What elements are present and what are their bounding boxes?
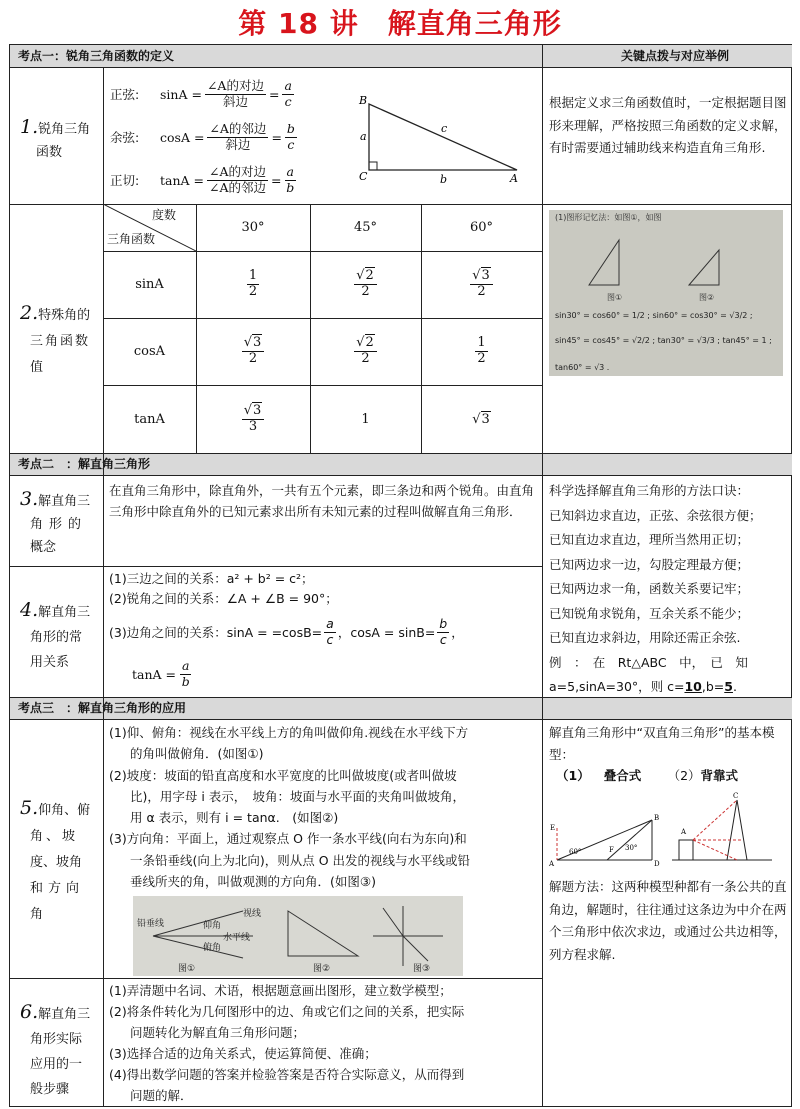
func-label-tan: tanA xyxy=(134,411,165,427)
cos30-value: $\frac{√3}{2}$ xyxy=(196,318,310,385)
solving-mnemonic: 科学选择解直角三角形的方法口诀： 已知斜边求直边，正弦、余弦很方便； 已知直边求直边，理所当然用正切； 已知两边求一边，勾股定理最方便； 已知两边求一角，函数关系要记牢； 已知锐角求锐角，互余关系不能少； 已知直边求斜边，用除还需正余弦. 例 ： 在 Rt△ABC 中， 已 知 a=5,sinA=30°，则 c=10,b=5. xyxy=(549,483,762,694)
sin-definition: 正弦: sinA = $\frac{\text{∠A的对边}}{\text{斜边}}$ = $\frac{a}{c}$ xyxy=(110,78,292,109)
svg-text:水平线: 水平线 xyxy=(223,933,251,943)
func-label-cos: cosA xyxy=(133,344,166,359)
svg-text:F: F xyxy=(609,846,614,854)
row3-text: 在直角三角形中，除直角外，一共有五个元素，即三条边和两个锐角。由直角三角形中除直角外的已知元素求出所有未知元素的过程叫做解直角三角形． xyxy=(109,483,535,519)
svg-text:E: E xyxy=(550,824,556,832)
svg-text:sin30° = cos60° = 1/2 ; sin60°: sin30° = cos60° = 1/2 ; sin60° = cos30° = √3/2 ; xyxy=(555,311,753,320)
tan45-value: 1 xyxy=(361,411,370,427)
svg-text:俯角: 俯角 xyxy=(203,943,222,953)
double-triangle-models xyxy=(547,790,787,870)
svg-text:a: a xyxy=(360,130,367,143)
row2-label: 2.特殊角的 三角函数 值 xyxy=(20,302,91,375)
double-triangle-method: 解题方法：这两种模型种都有一条公共的直角边，解题时，往往通过这条边为中介在两个三角形中依次求边，或通过公共边相等，列方程求解. xyxy=(549,879,787,962)
tan30-value: $\frac{√3}{3}$ xyxy=(196,385,310,453)
cos-definition: 余弦: cosA = $\frac{\text{∠A的邻边}}{\text{斜边}}$ = $\frac{b}{c}$ xyxy=(110,121,295,152)
svg-text:A: A xyxy=(549,860,555,868)
svg-text:视线: 视线 xyxy=(243,909,262,919)
svg-text:C: C xyxy=(733,792,739,800)
svg-text:图③: 图③ xyxy=(413,964,431,974)
row4-line3: (3)边角之间的关系：sinA = =cosB= $\frac{a}{c}$ ，cosA = sinB= $\frac{b}{c}$ ， xyxy=(109,616,464,647)
section-kd2-title: 考点二 ：解直角三角形 xyxy=(18,457,151,471)
svg-text:图①: 图① xyxy=(178,964,196,974)
section-kd3-title: 考点三 ：解直角三角形的应用 xyxy=(18,701,187,715)
svg-text:图①: 图① xyxy=(607,293,623,302)
row6-steps: (1)弄清题中名词、术语，根据题意画出图形，建立数学模型； (2)将条件转化为几何图形中的边、角或它们之间的关系，把实际 问题转化为解直角三角形问题； (3)选择合适的边角关系式，使运算简便、准确； (4)得出数学问题的答案并检验答案是否符合实际意义，从而得到 问题的解． xyxy=(109,983,465,1103)
svg-text:B: B xyxy=(654,814,660,822)
row5-text: (1)仰、俯角：视线在水平线上方的角叫做仰角.视线在水平线下方 的角叫做俯角．(如图①) (2)坡度：坡面的铅直高度和水平宽度的比叫做坡度(或者叫做坡 比)，用字母 i 表示， 坡角：坡面与水平面的夹角叫做坡角， 用 α 表示，则有 i = tanα. (如图②) (3)方向角：平面上，通过观察点 O 作一条水平线(向右为东向)和 一条铅垂线(向上为北向)，则从点 O 出发的视线与水平线或铅 垂线所夹的角，叫做观测的方向角．(如图③) xyxy=(109,725,471,890)
svg-text:铅垂线: 铅垂线 xyxy=(137,919,165,929)
svg-text:60°: 60° xyxy=(569,848,582,856)
angle-header-60: 60° xyxy=(469,220,494,235)
tan-definition: 正切: tanA = $\frac{\text{∠A的对边}}{\text{∠A的邻边}}$ = $\frac{a}{b}$ xyxy=(110,164,295,195)
row6-label: 6.解直角三 角形实际 应用的一 般步骤 xyxy=(20,1001,91,1097)
cos45-value: $\frac{√2}{2}$ xyxy=(310,318,421,385)
svg-text:b: b xyxy=(440,173,448,185)
angle-header-30: 30° xyxy=(241,220,265,235)
tan60-value: √ 3 xyxy=(472,412,490,427)
sin45-value: $\frac{√2}{2}$ xyxy=(310,251,421,318)
row4-label: 4.解直角三 角形的常 用关系 xyxy=(20,599,91,670)
svg-text:c: c xyxy=(441,122,448,135)
angle-header-45: 45° xyxy=(353,220,378,235)
angle-types-photo xyxy=(133,896,463,976)
sin60-value: $\frac{√3}{2}$ xyxy=(421,251,542,318)
corner-angle-label: 度数 xyxy=(152,208,177,222)
row4-line1: (1)三边之间的关系：a² + b² = c²； xyxy=(109,571,314,586)
svg-text:B: B xyxy=(359,94,368,107)
right-triangle-figure xyxy=(355,90,530,185)
corner-func-label: 三角函数 xyxy=(107,232,156,246)
func-label-sin: sinA xyxy=(135,277,164,292)
row1-tip: 根据定义求三角函数值时，一定根据题目图形来理解，严格按照三角函数的定义求解，有时需要通过辅助线来构造直角三角形. xyxy=(549,95,787,155)
svg-text:D: D xyxy=(654,860,660,868)
cos60-value: $\frac{1}{2}$ xyxy=(477,335,486,366)
section-kd1-title: 考点一：锐角三角函数的定义 xyxy=(18,49,175,63)
svg-text:(1)图形记忆法：如图①，如图: (1)图形记忆法：如图①，如图 xyxy=(555,213,662,222)
svg-text:图②: 图② xyxy=(313,964,331,974)
svg-text:sin45° = cos45° = √2/2 ; tan30: sin45° = cos45° = √2/2 ; tan30° = √3/3 ; tan45° = 1 ; xyxy=(555,336,772,345)
row5-label: 5.仰角、俯 角、坡 度、坡角 和方向 角 xyxy=(20,797,91,922)
sin30-value: $\frac{1}{2}$ xyxy=(248,268,258,299)
model-labels: （1） 叠合式 （2）背靠式 xyxy=(556,768,739,783)
section-right-title: 关键点拨与对应举例 xyxy=(620,49,729,63)
svg-text:tan60° = √3 .: tan60° = √3 . xyxy=(555,363,610,372)
special-angle-photo xyxy=(549,210,783,376)
row1-label: 1.锐角三角 函数 xyxy=(20,116,91,160)
svg-text:C: C xyxy=(359,170,368,183)
double-triangle-title: 解直角三角形中“双直角三角形”的基本模型： xyxy=(549,725,775,762)
svg-text:图②: 图② xyxy=(699,293,715,302)
svg-text:A: A xyxy=(510,172,518,185)
row4-line2: (2)锐角之间的关系：∠A + ∠B = 90°； xyxy=(109,591,338,606)
page-title: 第 18 讲 解直角三角形 xyxy=(238,7,562,40)
svg-text:仰角: 仰角 xyxy=(203,921,222,931)
row3-label: 3.解直角三 角形的 概念 xyxy=(20,488,91,555)
svg-text:A: A xyxy=(681,828,687,836)
row4-tan: tanA = $\frac{a}{b}$ xyxy=(132,658,190,689)
svg-text:30°: 30° xyxy=(625,844,638,852)
